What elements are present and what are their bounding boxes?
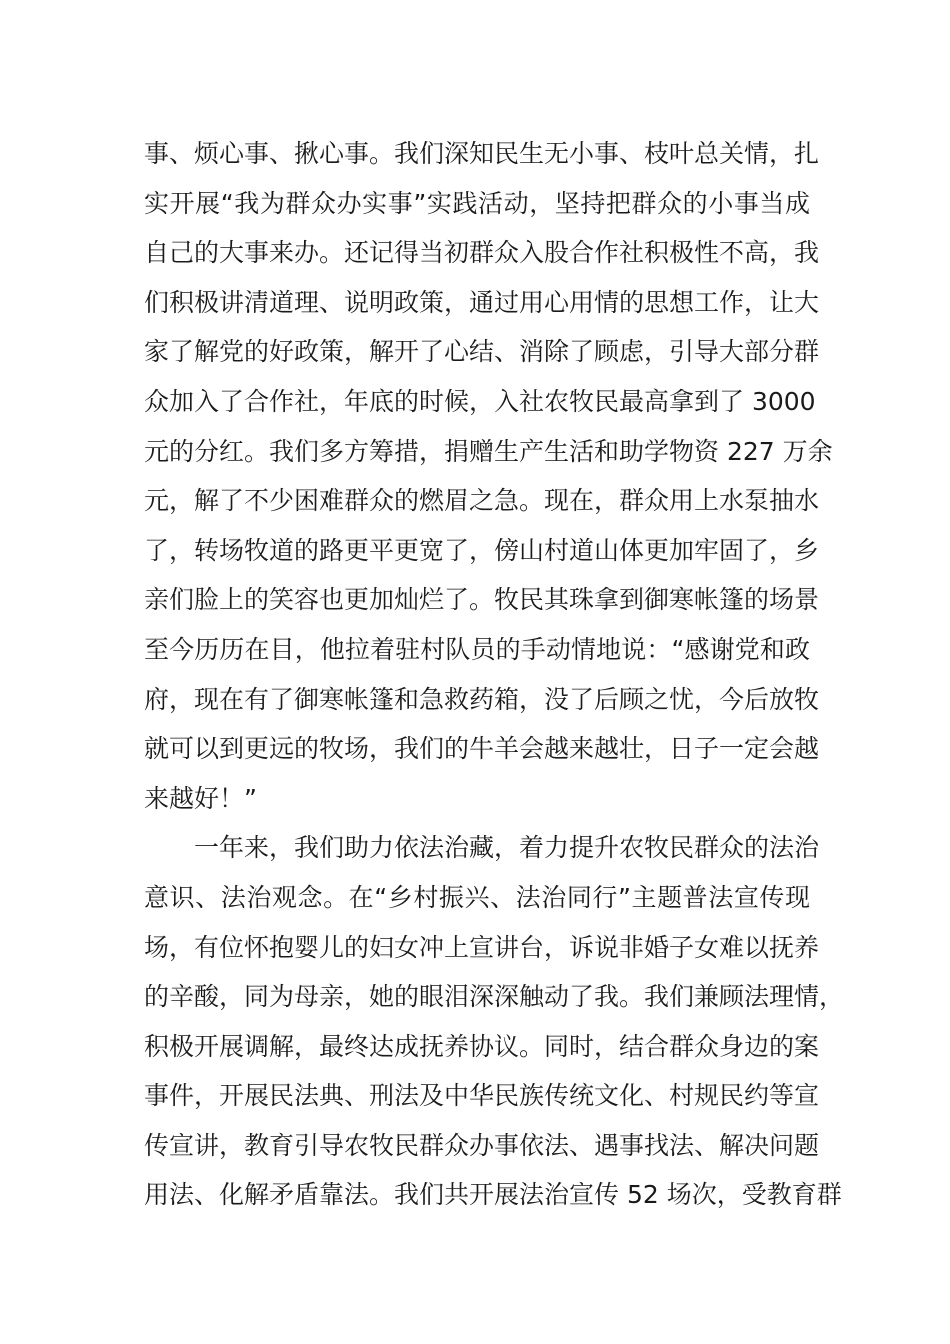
text-line: 事件，开展民法典、刑法及中华民族传统文化、村规民约等宣 [144,1081,820,1111]
text-line: 一年来，我们助力依法治藏，着力提升农牧民群众的法治 [194,833,820,863]
text-line: 元，解了不少困难群众的燃眉之急。现在，群众用上水泵抽水 [144,486,820,516]
text-line: 亲们脸上的笑容也更加灿烂了。牧民其珠拿到御寒帐篷的场景 [144,585,820,615]
text-line: 的辛酸，同为母亲，她的眼泪深深触动了我。我们兼顾法理情， [144,982,845,1012]
text-line: 元的分红。我们多方筹措，捐赠生产生活和助学物资 227 万余 [144,436,833,466]
text-line: 众加入了合作社，年底的时候，入社农牧民最高拿到了 3000 [144,386,816,416]
text-line: 积极开展调解，最终达成抚养协议。同时，结合群众身边的案 [144,1031,820,1061]
text-line: 府，现在有了御寒帐篷和急救药箱，没了后顾之忧，今后放牧 [144,684,820,714]
paragraph-1 [144,129,833,823]
text-line: 就可以到更远的牧场，我们的牛羊会越来越壮，日子一定会越 [144,734,820,764]
text-line: 事、烦心事、揪心事。我们深知民生无小事、枝叶总关情，扎 [144,139,820,168]
text-line: 来越好！” [144,783,257,813]
text-line: 了，转场牧道的路更平更宽了，傍山村道山体更加牢固了，乡 [144,535,820,565]
text-line: 实开展“我为群众办实事”实践活动，坚持把群众的小事当成 [144,188,810,218]
text-line: 们积极讲清道理、说明政策，通过用心用情的思想工作，让大 [144,287,820,317]
document-body [144,129,845,1220]
text-line: 用法、化解矛盾靠法。我们共开展法治宣传 52 场次，受教育群 [144,1180,842,1210]
text-line: 意识、法治观念。在“乡村振兴、法治同行”主题普法宣传现 [144,882,810,912]
text-line: 传宣讲，教育引导农牧民群众办事依法、遇事找法、解决问题 [144,1130,820,1160]
text-line: 场，有位怀抱婴儿的妇女冲上宣讲台，诉说非婚子女难以抚养 [144,932,820,962]
text-line: 至今历历在目，他拉着驻村队员的手动情地说：“感谢党和政 [144,634,810,664]
paragraph-2 [144,823,845,1220]
text-line: 家了解党的好政策，解开了心结、消除了顾虑，引导大部分群 [144,337,820,367]
text-line: 自己的大事来办。还记得当初群众入股合作社积极性不高，我 [144,238,820,268]
